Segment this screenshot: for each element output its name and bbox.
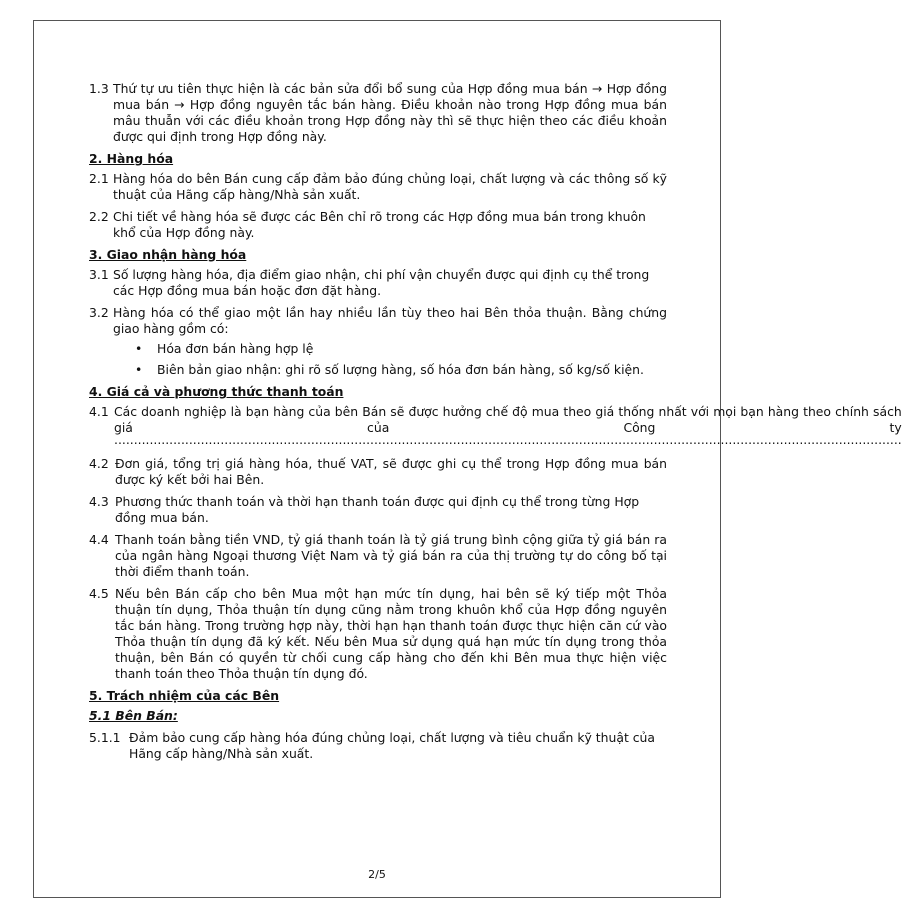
clause-text: Thanh toán bằng tiền VND, tỷ giá thanh toán là tỷ giá trung bình cộng giữa tỷ giá bán ra của ngân hàng Ngoại thương Việt Nam và tỷ giá bán ra của thị trường tự do công bố tại thời điểm thanh toán. [115,532,667,579]
clause-2-1 [89,171,667,203]
clause-text: Hàng hóa do bên Bán cung cấp đảm bảo đúng chủng loại, chất lượng và các thông số kỹ thuật của Hãng cấp hàng/Nhà sản xuất. [113,171,667,202]
clause-text: Nếu bên Bán cấp cho bên Mua một hạn mức tín dụng, hai bên sẽ ký tiếp một Thỏa thuận tín dụng, Thỏa thuận tín dụng cũng nằm trong khuôn khổ của Hợp đồng nguyên tắc bán hàng. Trong trường hợp này, thời hạn hạn thanh toán được thực hiện căn cứ vào Thỏa thuận tín dụng đã ký kết. Nếu bên Mua sử dụng quá hạn mức tín dụng trong thỏa thuận, bên Bán có quyền từ chối cung cấp hàng cho đến khi Bên mua thực hiện việc thanh toán theo Thỏa thuận tín dụng đó. [115,586,667,681]
clause-text: Thứ tự ưu tiên thực hiện là các bản sửa đổi bổ sung của Hợp đồng mua bán → Hợp đồng mua bán → Hợp đồng nguyên tắc bán hàng. Điều khoản nào trong Hợp đồng mua bán mâu thuẫn với các điều khoản trong Hợp đồng này thì sẽ thực hiện theo các điều khoản được qui định trong Hợp đồng này. [113,81,667,144]
clause-4-3 [89,494,667,526]
clause-number: 4.4 [89,532,109,547]
list-item: • Hóa đơn bán hàng hợp lệ [135,341,667,357]
page-content [89,81,902,768]
clause-text: Đảm bảo cung cấp hàng hóa đúng chủng loại, chất lượng và tiêu chuẩn kỹ thuật của Hãng cấp hàng/Nhà sản xuất. [129,730,655,761]
clause-4-2 [89,456,667,488]
clause-3-2 [89,305,667,337]
subsection-heading-seller: 5.1 Bên Bán: [89,708,178,723]
blank-fill-dots: ........................................................................................................................................................................................................ [114,432,902,447]
clause-number: 4.2 [89,456,109,471]
clause-text: Phương thức thanh toán và thời hạn thanh toán được qui định cụ thể trong từng Hợp đồng mua bán. [115,494,640,525]
clause-number: 4.1 [89,404,109,419]
list-item: • Biên bản giao nhận: ghi rõ số lượng hàng, số hóa đơn bán hàng, số kg/số kiện. [135,362,667,378]
section-heading-delivery: 3. Giao nhận hàng hóa [89,247,247,262]
clause-1-3 [89,81,667,145]
clause-number: 4.3 [89,494,109,509]
clause-text: Các doanh nghiệp là bạn hàng của bên Bán sẽ được hưởng chế độ mua theo giá thống nhất với mọi bạn hàng theo chính sách giá của Công ty [114,404,902,435]
clause-number: 3.1 [89,267,109,282]
clause-number: 4.5 [89,586,109,601]
clause-3-1 [89,267,667,299]
clause-number: 5.1.1 [89,730,121,745]
clause-text: Chi tiết về hàng hóa sẽ được các Bên chỉ rõ trong các Hợp đồng mua bán trong khuôn khổ của Hợp đồng này. [113,209,646,240]
clause-number: 2.1 [89,171,109,186]
section-heading-price-payment: 4. Giá cả và phương thức thanh toán [89,384,344,399]
clause-text: Số lượng hàng hóa, địa điểm giao nhận, chi phí vận chuyển được qui định cụ thể trong các Hợp đồng mua bán hoặc đơn đặt hàng. [113,267,650,298]
clause-number: 1.3 [89,81,109,96]
clause-5-1-1 [89,730,667,762]
page-number: 2/5 [368,868,386,881]
section-heading-responsibilities: 5. Trách nhiệm của các Bên [89,688,280,703]
clause-body [114,404,902,450]
delivery-proof-list [135,341,667,378]
clause-number: 3.2 [89,305,109,320]
document-page [33,20,902,898]
clause-number: 2.2 [89,209,109,224]
clause-text: Hàng hóa có thể giao một lần hay nhiều lần tùy theo hai Bên thỏa thuận. Bằng chứng giao hàng gồm có: [113,305,667,336]
clause-4-1 [89,404,902,450]
clause-4-5 [89,586,667,682]
section-heading-goods: 2. Hàng hóa [89,151,174,166]
clause-text: Đơn giá, tổng trị giá hàng hóa, thuế VAT, sẽ được ghi cụ thể trong Hợp đồng mua bán được ký kết bởi hai Bên. [115,456,667,487]
clause-2-2 [89,209,667,241]
clause-4-4 [89,532,667,580]
